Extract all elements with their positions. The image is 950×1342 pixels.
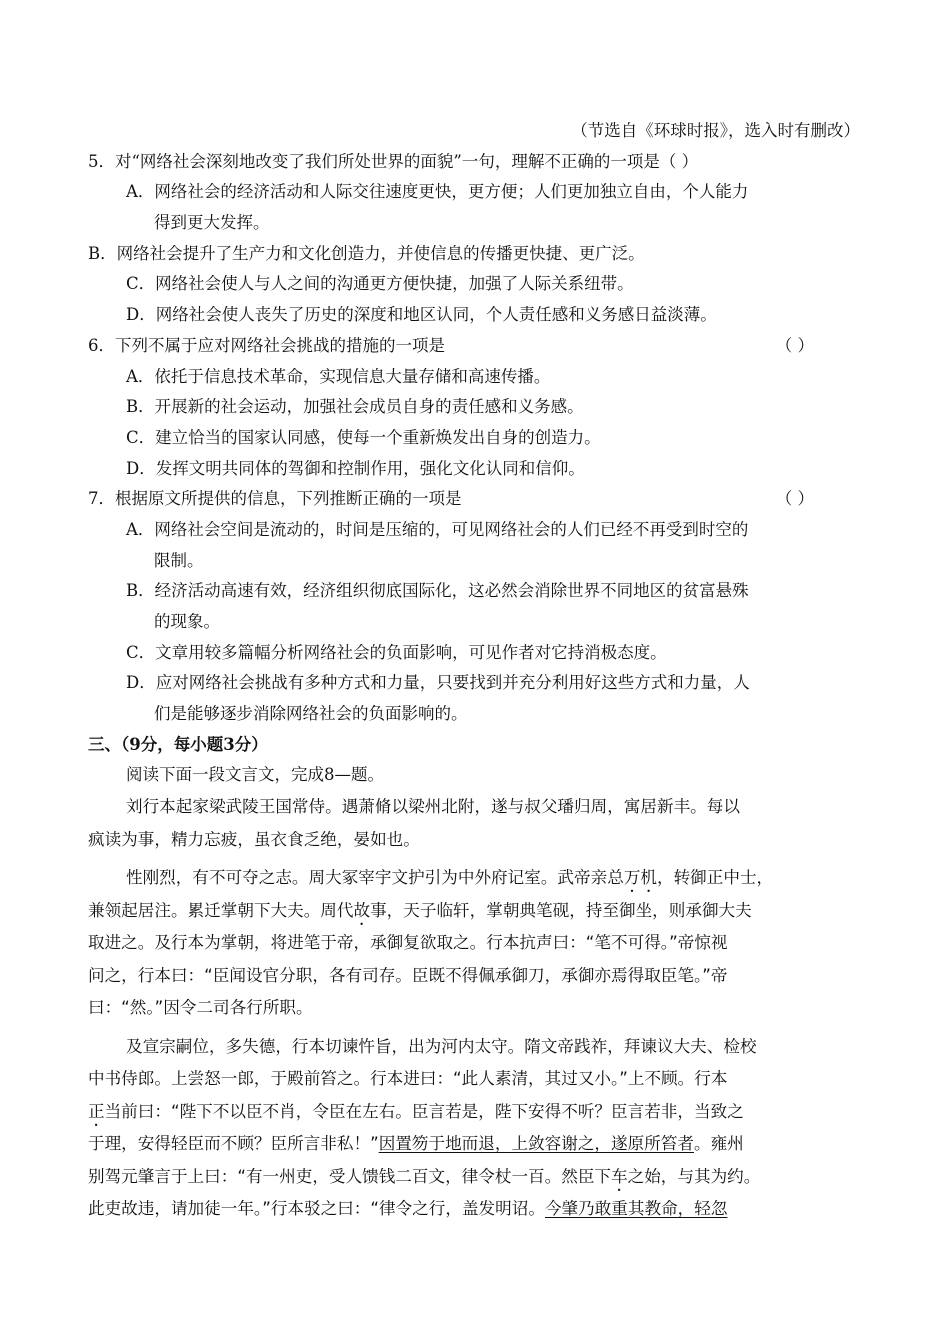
- passage-p2-line-3: 取进之。及行本为掌朝，将进笔于帝，承御复欲取之。行本抗声曰：“笔不可得。”帝惊视: [88, 933, 728, 953]
- question-6-option-a: A．依托于信息技术革命，实现信息大量存储和高速传播。: [126, 366, 551, 386]
- passage-p3-line-2: 中书侍郎。上尝怒一郎，于殿前笞之。行本进曰：“此人素清，其过又小。”上不顾。行本: [88, 1069, 728, 1089]
- passage-p2-line-1: 性刚烈，有不可夺之志。周大冢宰宇文护引为中外府记室。武帝亲总万机，转御正中士，: [126, 868, 774, 888]
- question-7-stem: 7．根据原文所提供的信息，下列推断正确的一项是: [88, 489, 462, 509]
- question-6-option-c: C．建立恰当的国家认同感，使每一个重新焕发出自身的创造力。: [126, 427, 601, 447]
- question-7-answer-blank: （ ）: [775, 489, 814, 509]
- exam-page: [88, 116, 864, 1226]
- underlined-sentence-2: 今肇乃敢重其教命，轻忽: [544, 1199, 728, 1219]
- dotted-word-che: 车: [611, 1166, 628, 1186]
- passage-p3-line-4: 于理，安得轻臣而不顾？臣所言非私！”因置笏于地而退，上敛容谢之，遂原所笞者。雍州: [88, 1134, 744, 1154]
- question-5-stem: 5．对“网络社会深刻地改变了我们所处世界的面貌”一句，理解不正确的一项是（ ）: [88, 151, 699, 171]
- passage-p3-line-3: 正当前曰：“陛下不以臣不肖，令臣在左右。臣言若是，陛下安得不听？臣言若非，当致之: [88, 1101, 744, 1121]
- question-7-option-b: B．经济活动高速有效，经济组织彻底国际化，这必然会消除世界不同地区的贫富悬殊: [126, 581, 749, 601]
- question-5-option-c: C．网络社会使人与人之间的沟通更方便快捷，加强了人际关系纽带。: [126, 274, 634, 294]
- passage-p3-line-6: 此吏故违，请加徒一年。”行本驳之曰：“律令之行，盖发明诏。今肇乃敢重其教命，轻忽: [88, 1199, 728, 1219]
- question-7-option-d-continued: 们是能够逐步消除网络社会的负面影响的。: [154, 704, 468, 724]
- passage-p1-line-2: 疯读为事，精力忘疲，虽衣食乏绝，晏如也。: [88, 829, 420, 849]
- dotted-word-zheng: 正: [88, 1101, 105, 1121]
- question-5-option-d: D．网络社会使人丧失了历史的深度和地区认同，个人责任感和义务感日益淡薄。: [126, 305, 717, 325]
- passage-p2-line-5: 曰：“然。”因令二司各行所职。: [88, 998, 313, 1018]
- classical-passage: [88, 791, 864, 1226]
- underlined-sentence-1: 因置笏于地而退，上敛容谢之，遂原所笞者: [378, 1134, 694, 1154]
- question-6-option-d: D．发挥文明共同体的驾御和控制作用，强化文化认同和信仰。: [126, 458, 585, 478]
- passage-p2-line-4: 问之，行本曰：“臣闻设官分职，各有司存。臣既不得佩承御刀，承御亦焉得取臣笔。”帝: [88, 965, 728, 985]
- passage-p2-line-2: 兼领起居注。累迁掌朝下大夫。周代故事，天子临轩，掌朝典笔砚，持至御坐，则承御大夫: [88, 900, 752, 920]
- dotted-word-wanji: 万机: [623, 868, 657, 888]
- question-6-stem-line: [88, 331, 864, 362]
- question-5-option-a-continued: 得到更大发挥。: [154, 213, 270, 233]
- section-3-heading: 三、（9分，每小题3分）: [88, 734, 268, 754]
- question-7-option-a-continued: 限制。: [154, 550, 204, 570]
- section-3-instruction: 阅读下面一段文言文，完成8—题。: [126, 765, 384, 785]
- question-7-option-c: C．文章用较多篇幅分析网络社会的负面影响，可见作者对它持消极态度。: [126, 642, 667, 662]
- source-note: （节选自《环球时报》，选入时有删改）: [571, 121, 860, 140]
- question-7-option-b-continued: 的现象。: [154, 612, 220, 631]
- question-7-stem-line: [88, 484, 864, 515]
- passage-p3-line-5: 别驾元肇言于上曰：“有一州吏，受人馈钱二百文，律令杖一百。然臣下车之始，与其为约。: [88, 1166, 761, 1186]
- question-5-option-a: A．网络社会的经济活动和人际交往速度更快，更方便；人们更加独立自由，个人能力: [126, 182, 749, 202]
- dotted-word-gu: 故: [353, 900, 371, 920]
- passage-p1-line-1: 刘行本起家梁武陵王国常侍。遇萧脩以梁州北附，遂与叔父璠归周，寓居新丰。每以: [126, 797, 740, 817]
- question-6-option-b: B．开展新的社会运动，加强社会成员自身的责任感和义务感。: [126, 397, 584, 417]
- passage-p3-line-1: 及宣宗嗣位，多失德，行本切谏忤旨，出为河内太守。隋文帝践祚，拜谏议大夫、检校: [126, 1036, 757, 1056]
- question-7-option-d: D．应对网络社会挑战有多种方式和力量，只要找到并充分利用好这些方式和力量，人: [126, 673, 750, 693]
- question-6-answer-blank: （ ）: [775, 335, 814, 355]
- question-5-option-b: B．网络社会提升了生产力和文化创造力，并使信息的传播更快捷、更广泛。: [88, 243, 645, 263]
- question-6-stem: 6．下列不属于应对网络社会挑战的措施的一项是: [88, 335, 445, 355]
- question-7-option-a: A．网络社会空间是流动的，时间是压缩的，可见网络社会的人们已经不再受到时空的: [126, 519, 749, 539]
